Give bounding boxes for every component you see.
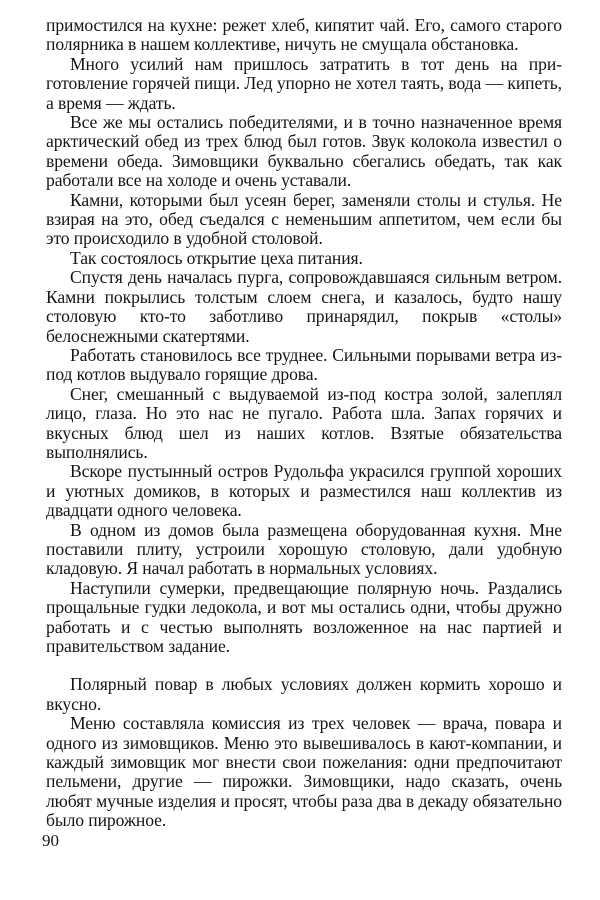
paragraph: Много усилий нам пришлось затратить в тот день на приготовление горячей пищи. Лед упорно не хотел таять, вода — кипеть, а время — ждать.	[46, 53, 562, 113]
paragraph: Камни, которыми был усеян берег, заменяли столы и стулья. Не взирая на это, обед съедался с неменьшим аппетитом, чем если бы это происходило в удобной столовой.	[46, 189, 562, 249]
paragraph: В одном из домов была размещена оборудованная кухня. Мне поставили плиту, устроили хорошую столовую, дали удобную кладовую. Я начал работать в нормальных условиях.	[46, 519, 562, 579]
paragraph: Так состоялось открытие цеха питания.	[70, 247, 363, 268]
page-body	[46, 16, 562, 831]
paragraph: Полярный повар в любых условиях должен кормить хорошо и вкусно.	[46, 674, 562, 714]
paragraph: Все же мы остались победителями, и в точно назначенное время арктический обед из трех блюд был готов. Звук колокола известил о времени обеда. Зимовщики буквально сбегались обедать, так как работали все на холоде и очень уставали.	[46, 112, 562, 191]
paragraph: Снег, смешанный с выдуваемой из-под костра золой, залеплял лицо, глаза. Но это нас не пугало. Работа шла. Запах горячих и вкусных блюд шел из наших котлов. Взятые обязательства выполнялись.	[46, 383, 562, 462]
paragraph: Работать становилось все труднее. Сильными порывами ветра из-под котлов выдувало горящие дрова.	[46, 344, 562, 385]
paragraph: Наступили сумерки, предвещающие полярную ночь. Раздались прощальные гудки ледокола, и вот мы остались одни, чтобы дружно работать и с честью выполнять возложенное на нас партией и правительством задание.	[46, 577, 562, 656]
page-number: 90	[42, 831, 59, 850]
paragraph: примостился на кухне: режет хлеб, кипятит чай. Его, самого старого полярника в нашем коллективе, ничуть не смущала обстановка.	[46, 15, 562, 55]
paragraph: Меню составляла комиссия из трех человек — врача, повара и одного из зимовщиков. Меню это вывешивалось в кают-компании, и каждый зимовщик мог внести свои пожелания: одни предпочитают пельмени, другие — пирожки. Зимовщики, надо сказать, очень любят мучные изделия и просят, чтобы раза два в декаду обязательно было пирожное.	[46, 713, 562, 831]
section-gap	[46, 656, 562, 675]
paragraph: Спустя день началась пурга, сопровождавшаяся сильным ветром. Камни покрылись толстым слоем снега, и казалось, будто нашу столовую кто-то заботливо принарядил, покрыв «столы» белоснежными скатертями.	[46, 267, 562, 346]
paragraph: Вскоре пустынный остров Рудольфа украсился группой хороших и уютных домиков, в которых и разместился наш коллектив из двадцати одного человека.	[46, 461, 562, 521]
